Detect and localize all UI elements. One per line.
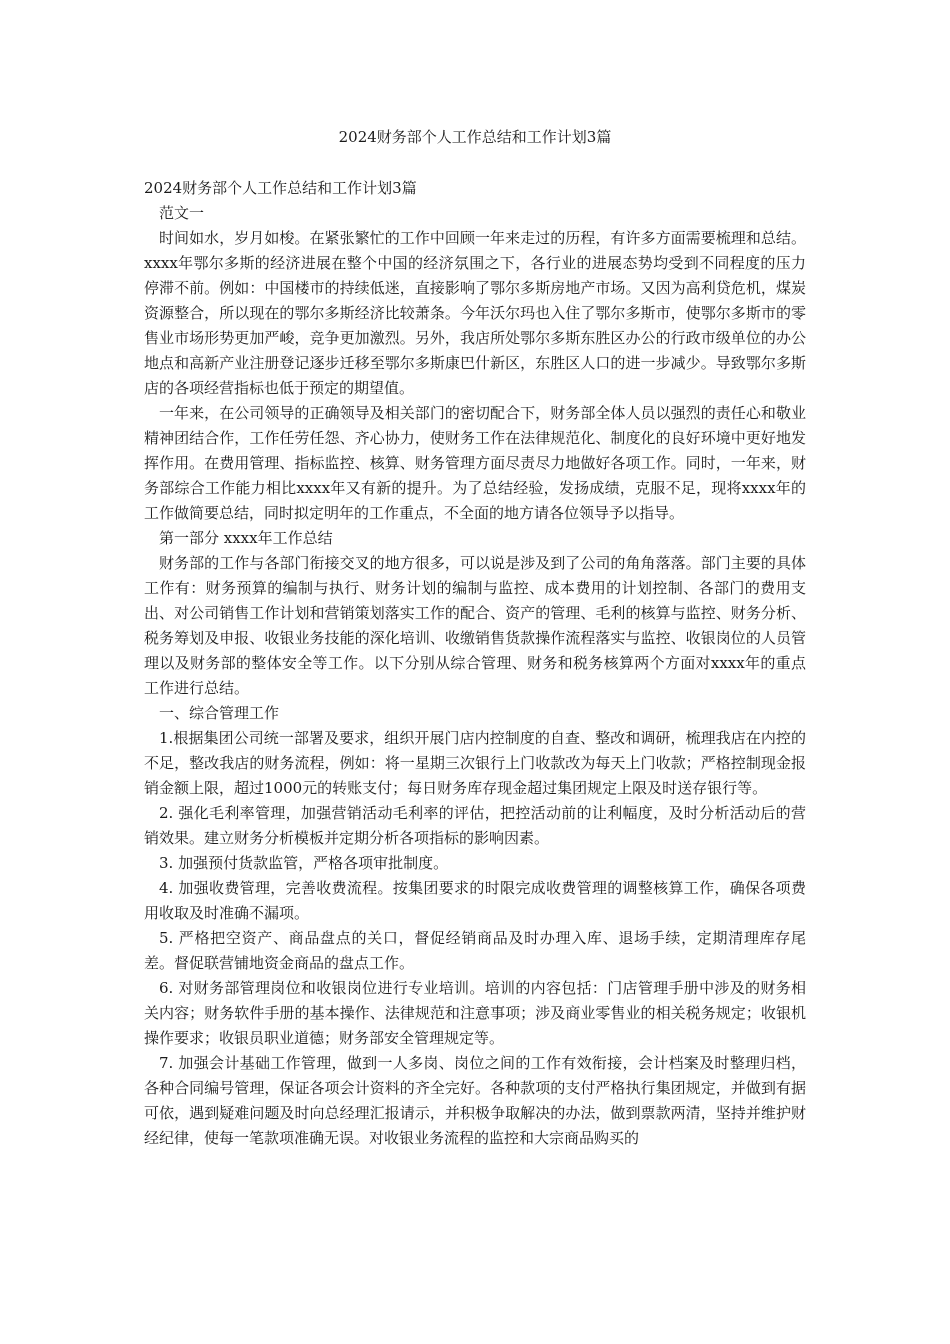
list-item: 2. 强化毛利率管理，加强营销活动毛利率的评估，把控活动前的让利幅度，及时分析活动后的营销效果。建立财务分析模板并定期分析各项指标的影响因素。 xyxy=(144,804,806,847)
list-item: 7. 加强会计基础工作管理，做到一人多岗、岗位之间的工作有效衔接，会计档案及时整理归档，各种合同编号管理，保证各项会计资料的齐全完好。各种款项的支付严格执行集团规定，并做到有据可依，遇到疑难问题及时向总经理汇报请示，并积极争取解决的办法，做到票款两清，坚持并维护财经纪律，使每一笔款项准确无误。对收银业务流程的监控和大宗商品购买的 xyxy=(144,1054,806,1147)
list-item: 3. 加强预付货款监管，严格各项审批制度。 xyxy=(159,854,449,872)
section-label: 范文一 xyxy=(159,204,205,222)
document-title: 2024财务部个人工作总结和工作计划3篇 xyxy=(338,128,612,146)
list-item: 1.根据集团公司统一部署及要求，组织开展门店内控制度的自查、整改和调研，梳理我店在内控的不足，整改我店的财务流程，例如：将一星期三次银行上门收款改为每天上门收款；严格控制现金报销金额上限，超过1000元的转账支付；每日财务库存现金超过集团规定上限及时送存银行等。 xyxy=(144,729,806,797)
paragraph: 财务部的工作与各部门衔接交叉的地方很多，可以说是涉及到了公司的角角落落。部门主要的具体工作有：财务预算的编制与执行、财务计划的编制与监控、成本费用的计划控制、各部门的费用支出、对公司销售工作计划和营销策划落实工作的配合、资产的管理、毛利的核算与监控、财务分析、税务筹划及申报、收银业务技能的深化培训、收缴销售货款操作流程落实与监控、收银岗位的人员管理以及财务部的整体安全等工作。以下分别从综合管理、财务和税务核算两个方面对xxxx年的重点工作进行总结。 xyxy=(144,554,806,697)
list-item: 5. 严格把空资产、商品盘点的关口，督促经销商品及时办理入库、退场手续，定期清理库存尾差。督促联营铺地资金商品的盘点工作。 xyxy=(144,929,806,972)
document-subtitle: 2024财务部个人工作总结和工作计划3篇 xyxy=(144,179,417,197)
list-item: 4. 加强收费管理，完善收费流程。按集团要求的时限完成收费管理的调整核算工作，确保各项费用收取及时准确不漏项。 xyxy=(144,879,806,922)
document-body xyxy=(144,176,806,1151)
paragraph: 一年来，在公司领导的正确领导及相关部门的密切配合下，财务部全体人员以强烈的责任心和敬业精神团结合作，工作任劳任怨、齐心协力，使财务工作在法律规范化、制度化的良好环境中更好地发挥作用。在费用管理、指标监控、核算、财务管理方面尽责尽力地做好各项工作。同时，一年来，财务部综合工作能力相比xxxx年又有新的提升。为了总结经验，发扬成绩，克服不足，现将xxxx年的工作做简要总结，同时拟定明年的工作重点，不全面的地方请各位领导予以指导。 xyxy=(144,404,806,522)
paragraph: 时间如水，岁月如梭。在紧张繁忙的工作中回顾一年来走过的历程，有许多方面需要梳理和总结。xxxx年鄂尔多斯的经济进展在整个中国的经济氛围之下，各行业的进展态势均受到不同程度的压力停滞不前。例如：中国楼市的持续低迷，直接影响了鄂尔多斯房地产市场。又因为高利贷危机，煤炭资源整合，所以现在的鄂尔多斯经济比较萧条。今年沃尔玛也入住了鄂尔多斯市，使鄂尔多斯市的零售业市场形势更加严峻，竞争更加激烈。另外，我店所处鄂尔多斯东胜区办公的行政市级单位的办公地点和高新产业注册登记逐步迁移至鄂尔多斯康巴什新区，东胜区人口的进一步减少。导致鄂尔多斯店的各项经营指标也低于预定的期望值。 xyxy=(144,229,806,397)
section-heading: 第一部分 xxxx年工作总结 xyxy=(159,529,333,547)
list-item: 6. 对财务部管理岗位和收银岗位进行专业培训。培训的内容包括：门店管理手册中涉及的财务相关内容；财务软件手册的基本操作、法律规范和注意事项；涉及商业零售业的相关税务规定；收银机操作要求；收银员职业道德；财务部安全管理规定等。 xyxy=(144,979,806,1047)
section-heading: 一、综合管理工作 xyxy=(159,704,280,722)
